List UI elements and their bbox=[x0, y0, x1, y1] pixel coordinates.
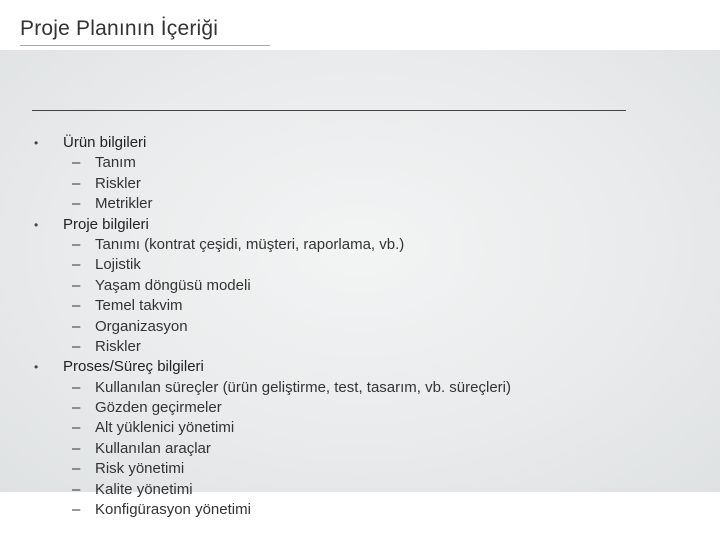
section-label: Proje bilgileri bbox=[63, 215, 149, 233]
list-item-label: Metrikler bbox=[95, 195, 153, 213]
slide-title: Proje Planının İçeriği bbox=[20, 17, 219, 40]
title-bar bbox=[0, 0, 720, 50]
list-item-label: Tanımı (kontrat çeşidi, müşteri, raporlama, vb.) bbox=[95, 235, 405, 253]
list-item-label: Kullanılan süreçler (ürün geliştirme, test, tasarım, vb. süreçleri) bbox=[95, 378, 511, 396]
list-item bbox=[0, 500, 720, 520]
dash-icon: – bbox=[72, 439, 81, 457]
dash-icon: – bbox=[72, 297, 81, 315]
dash-icon: – bbox=[72, 337, 81, 355]
list-item-label: Riskler bbox=[95, 337, 141, 355]
section-label: Ürün bilgileri bbox=[63, 134, 147, 151]
list-item-label: Lojistik bbox=[95, 256, 141, 274]
list-item bbox=[0, 276, 720, 296]
list-item-label: Gözden geçirmeler bbox=[95, 399, 222, 417]
list-item bbox=[0, 337, 720, 357]
dash-icon: – bbox=[72, 501, 81, 519]
list-item-label: Riskler bbox=[95, 174, 141, 192]
list-item-label: Risk yönetimi bbox=[95, 460, 185, 478]
list-item bbox=[0, 317, 720, 337]
bullet-icon: • bbox=[34, 217, 39, 232]
bullet-icon: • bbox=[34, 360, 39, 375]
outline-section-proje bbox=[0, 215, 720, 235]
list-item bbox=[0, 418, 720, 438]
list-item-label: Alt yüklenici yönetimi bbox=[95, 419, 235, 437]
list-item-label: Kullanılan araçlar bbox=[95, 439, 211, 457]
dash-icon: – bbox=[72, 174, 81, 192]
list-item bbox=[0, 480, 720, 500]
list-item bbox=[0, 174, 720, 194]
list-item-label: Temel takvim bbox=[95, 297, 183, 315]
divider-line bbox=[32, 110, 626, 111]
list-item-label: Tanım bbox=[95, 154, 136, 172]
outline-section-urun bbox=[0, 133, 720, 153]
dash-icon: – bbox=[72, 256, 81, 274]
list-item bbox=[0, 235, 720, 255]
dash-icon: – bbox=[72, 195, 81, 213]
dash-icon: – bbox=[72, 378, 81, 396]
list-item bbox=[0, 459, 720, 479]
bullet-icon: • bbox=[34, 136, 39, 150]
title-underline bbox=[20, 45, 270, 46]
dash-icon: – bbox=[72, 317, 81, 335]
list-item bbox=[0, 398, 720, 418]
dash-icon: – bbox=[72, 480, 81, 498]
dash-icon: – bbox=[72, 460, 81, 478]
list-item-label: Konfigürasyon yönetimi bbox=[95, 501, 251, 519]
dash-icon: – bbox=[72, 154, 81, 172]
section-label: Proses/Süreç bilgileri bbox=[63, 358, 204, 376]
list-item-label: Kalite yönetimi bbox=[95, 480, 193, 498]
list-item bbox=[0, 153, 720, 173]
dash-icon: – bbox=[72, 399, 81, 417]
dash-icon: – bbox=[72, 276, 81, 294]
dash-icon: – bbox=[72, 419, 81, 437]
list-item-label: Yaşam döngüsü modeli bbox=[95, 276, 251, 294]
list-item bbox=[0, 296, 720, 316]
list-item bbox=[0, 255, 720, 275]
list-item bbox=[0, 378, 720, 398]
outline-list bbox=[0, 133, 720, 520]
list-item bbox=[0, 439, 720, 459]
list-item bbox=[0, 194, 720, 214]
dash-icon: – bbox=[72, 235, 81, 253]
list-item-label: Organizasyon bbox=[95, 317, 188, 335]
outline-section-proses bbox=[0, 357, 720, 377]
